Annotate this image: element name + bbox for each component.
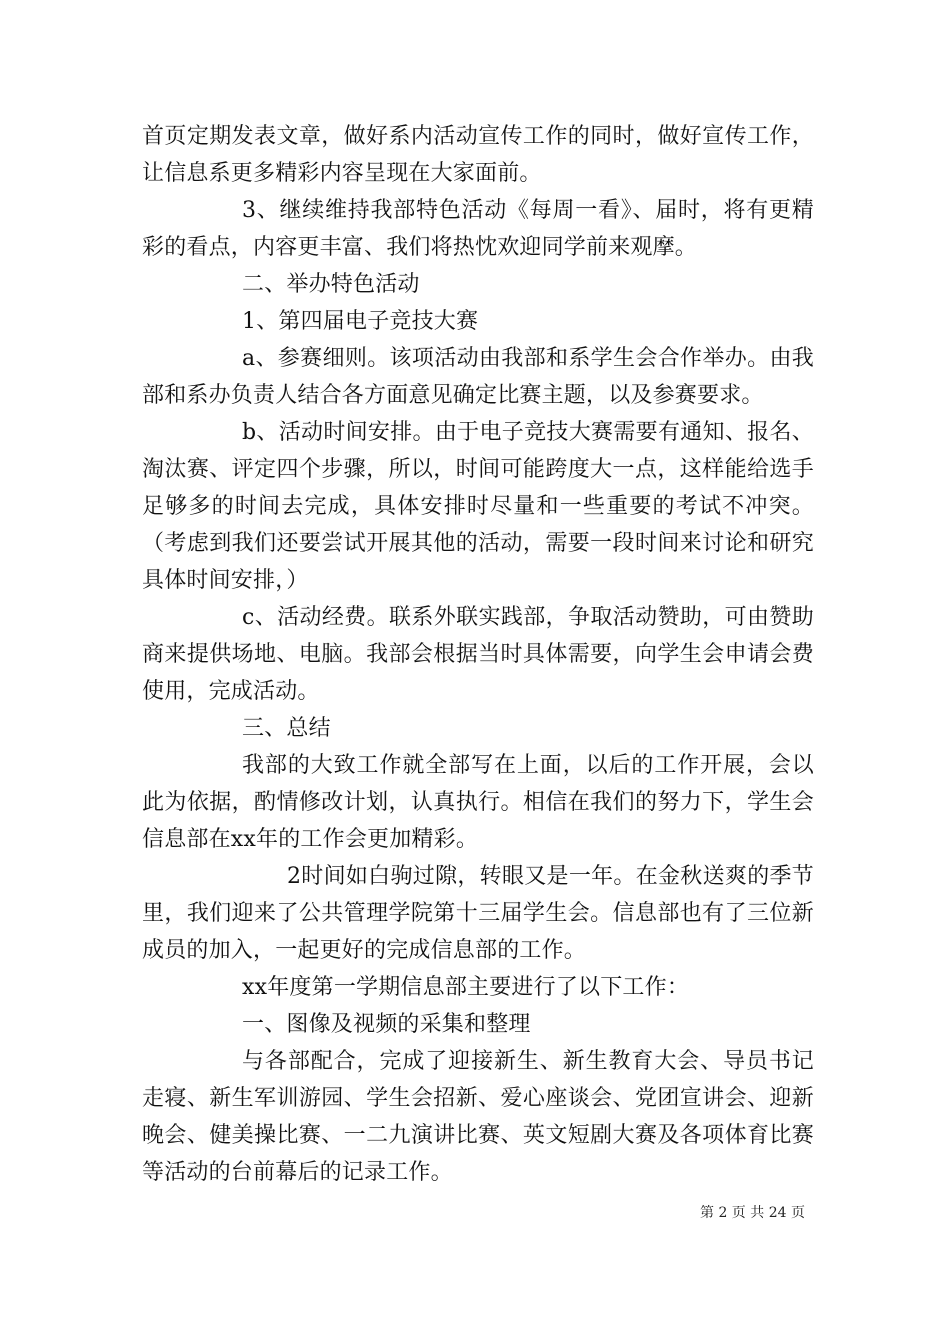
document-body <box>142 118 814 1191</box>
paragraph-term-work: xx年度第一学期信息部主要进行了以下工作： <box>242 975 690 1000</box>
page-number-footer: 第 2 页 共 24 页 <box>700 1205 805 1221</box>
paragraph-budget: c、活动经费。联系外联实践部，争取活动赞助，可由赞助商来提供场地、电脑。我部会根据当时具体需要，向学生会申请会费使用，完成活动。 <box>142 605 814 704</box>
section-heading-1: 一、图像及视频的采集和整理 <box>242 1012 531 1037</box>
paragraph-rules: a、参赛细则。该项活动由我部和系学生会合作举办。由我部和系办负责人结合各方面意见确定比赛主题，以及参赛要求。 <box>142 346 814 408</box>
section-heading-2: 二、举办特色活动 <box>242 272 420 297</box>
section-heading-3: 三、总结 <box>242 716 331 741</box>
paragraph-activities: 与各部配合，完成了迎接新生、新生教育大会、导员书记走寝、新生军训游园、学生会招新、爱心座谈会、党团宣讲会、迎新晚会、健美操比赛、一二九演讲比赛、英文短剧大赛及各项体育比赛等活动的台前幕后的记录工作。 <box>142 1049 814 1185</box>
paragraph-schedule: b、活动时间安排。由于电子竞技大赛需要有通知、报名、淘汰赛、评定四个步骤，所以，时间可能跨度大一点，这样能给选手足够多的时间去完成，具体安排时尽量和一些重要的考试不冲突。（考虑到我们还要尝试开展其他的活动，需要一段时间来讨论和研究具体时间安排，） <box>142 420 814 593</box>
paragraph-summary: 我部的大致工作就全部写在上面，以后的工作开展，会以此为依据，酌情修改计划，认真执行。相信在我们的努力下，学生会信息部在xx年的工作会更加精彩。 <box>142 753 814 852</box>
paragraph-2: 3、继续维持我部特色活动《每周一看》、届时，将有更精彩的看点，内容更丰富、我们将热忱欢迎同学前来观摩。 <box>142 198 814 260</box>
subsection-heading-1: 1、第四届电子竞技大赛 <box>242 309 479 334</box>
paragraph-intro-2: 2时间如白驹过隙，转眼又是一年。在金秋送爽的季节里，我们迎来了公共管理学院第十三届学生会。信息部也有了三位新成员的加入，一起更好的完成信息部的工作。 <box>142 864 814 963</box>
paragraph-1: 首页定期发表文章，做好系内活动宣传工作的同时，做好宣传工作，让信息系更多精彩内容呈现在大家面前。 <box>142 124 814 186</box>
